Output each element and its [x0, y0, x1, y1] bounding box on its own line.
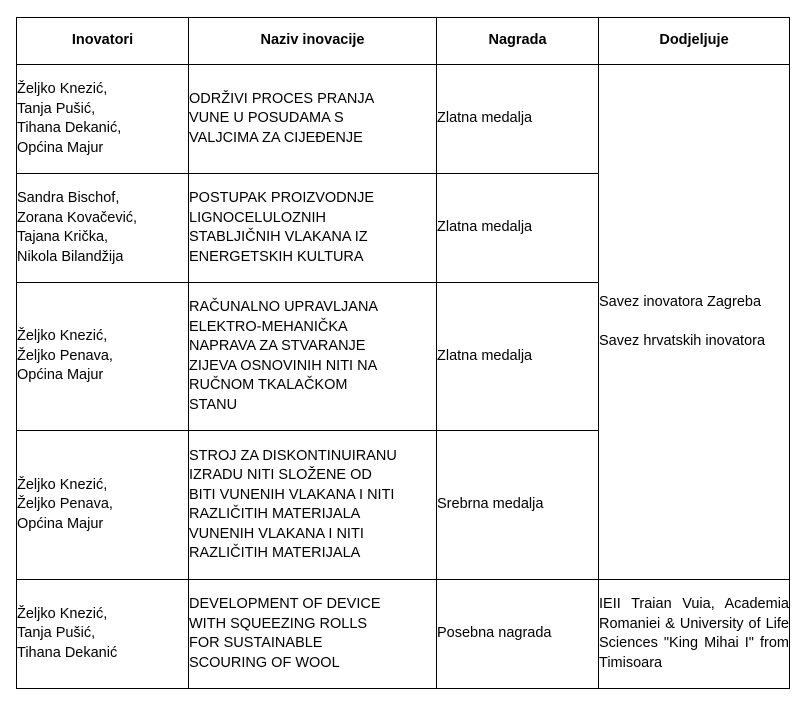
naziv-line: RAČUNALNO UPRAVLJANA: [189, 299, 379, 315]
inovator: Željko Knezić,: [17, 605, 108, 622]
naziv-line: SCOURING OF WOOL: [189, 654, 340, 671]
naziv-line: STABLJIČNIH VLAKANA IZ: [189, 229, 368, 245]
naziv-line: STROJ ZA DISKONTINUIRANU: [189, 447, 397, 464]
dodjeljuje-line: Savez hrvatskih inovatora: [599, 332, 766, 349]
inovator: Tihana Dekanić,: [17, 120, 122, 136]
inovator: Željko Knezić,: [17, 328, 108, 345]
naziv-line: RUČNOM TKALAČKOM: [189, 377, 348, 393]
inovator: Željko Knezić,: [17, 476, 108, 493]
naziv-line: NAPRAVA ZA STVARANJE: [189, 338, 366, 354]
inovator: Sandra Bischof,: [17, 190, 120, 206]
nagrada-cell: Posebna nagrada: [437, 580, 599, 689]
naziv-line: VALJCIMA ZA CIJEĐENJE: [189, 129, 363, 146]
inovator: Općina Majur: [17, 515, 104, 532]
inovatori-cell: [17, 580, 189, 689]
naziv-line: VUNENIH VLAKANA I NITI: [189, 525, 364, 542]
nagrada-cell: Zlatna medalja: [437, 283, 599, 431]
inovator: Željko Knezić,: [17, 81, 108, 97]
naziv-line: ENERGETSKIH KULTURA: [189, 248, 364, 265]
table-row: [17, 65, 790, 174]
naziv-line: ELEKTRO-MEHANIČKA: [189, 318, 348, 335]
awards-table: [16, 17, 790, 689]
naziv-line: RAZLIČITIH MATERIJALA: [189, 506, 361, 522]
table-row: [17, 580, 790, 689]
inovator: Tanja Pušić,: [17, 625, 96, 642]
naziv-cell: [189, 174, 437, 283]
inovator: Tihana Dekanić: [17, 644, 118, 661]
inovator: Tajana Krička,: [17, 229, 109, 245]
nagrada-cell: Srebrna medalja: [437, 431, 599, 580]
inovator: Željko Penava,: [17, 347, 113, 364]
dodjeljuje-line: Savez inovatora Zagreba: [599, 294, 762, 310]
naziv-cell: [189, 431, 437, 580]
naziv-line: WITH SQUEEZING ROLLS: [189, 615, 368, 632]
naziv-line: FOR SUSTAINABLE: [189, 635, 323, 651]
nagrada-cell: Zlatna medalja: [437, 65, 599, 174]
naziv-line: DEVELOPMENT OF DEVICE: [189, 596, 381, 612]
naziv-line: IZRADU NITI SLOŽENE OD: [189, 467, 372, 483]
header-nagrada: Nagrada: [437, 18, 599, 65]
naziv-line: LIGNOCELULOZNIH: [189, 209, 326, 226]
naziv-cell: [189, 65, 437, 174]
inovatori-cell: [17, 283, 189, 431]
inovator: Nikola Bilandžija: [17, 248, 124, 265]
inovatori-cell: [17, 431, 189, 580]
naziv-line: RAZLIČITIH MATERIJALA: [189, 545, 361, 561]
inovator: Zorana Kovačević,: [17, 209, 138, 226]
dodjeljuje-cell: IEII Traian Vuia, Academia Romaniei & University of Life Sciences "King Mihai I" from Timisoara: [599, 580, 790, 689]
header-dodjeljuje: Dodjeljuje: [599, 18, 790, 65]
naziv-line: ZIJEVA OSNOVINIH NITI NA: [189, 357, 378, 374]
inovator: Željko Penava,: [17, 496, 113, 513]
naziv-line: POSTUPAK PROIZVODNJE: [189, 190, 375, 206]
nagrada-cell: Zlatna medalja: [437, 174, 599, 283]
inovator: Općina Majur: [17, 367, 104, 384]
naziv-line: STANU: [189, 396, 238, 413]
naziv-cell: [189, 283, 437, 431]
inovatori-cell: [17, 65, 189, 174]
header-inovatori: Inovatori: [17, 18, 189, 65]
dodjeljuje-cell: [599, 65, 790, 580]
naziv-line: BITI VUNENIH VLAKANA I NITI: [189, 486, 395, 503]
naziv-cell: [189, 580, 437, 689]
naziv-line: ODRŽIVI PROCES PRANJA: [189, 90, 375, 107]
inovator: Općina Majur: [17, 139, 104, 156]
header-row: [17, 18, 790, 65]
naziv-line: VUNE U POSUDAMA S: [189, 110, 344, 127]
inovator: Tanja Pušić,: [17, 100, 96, 117]
inovatori-cell: [17, 174, 189, 283]
dodjeljuje-spacer: [599, 313, 789, 332]
header-naziv-inovacije: Naziv inovacije: [189, 18, 437, 65]
